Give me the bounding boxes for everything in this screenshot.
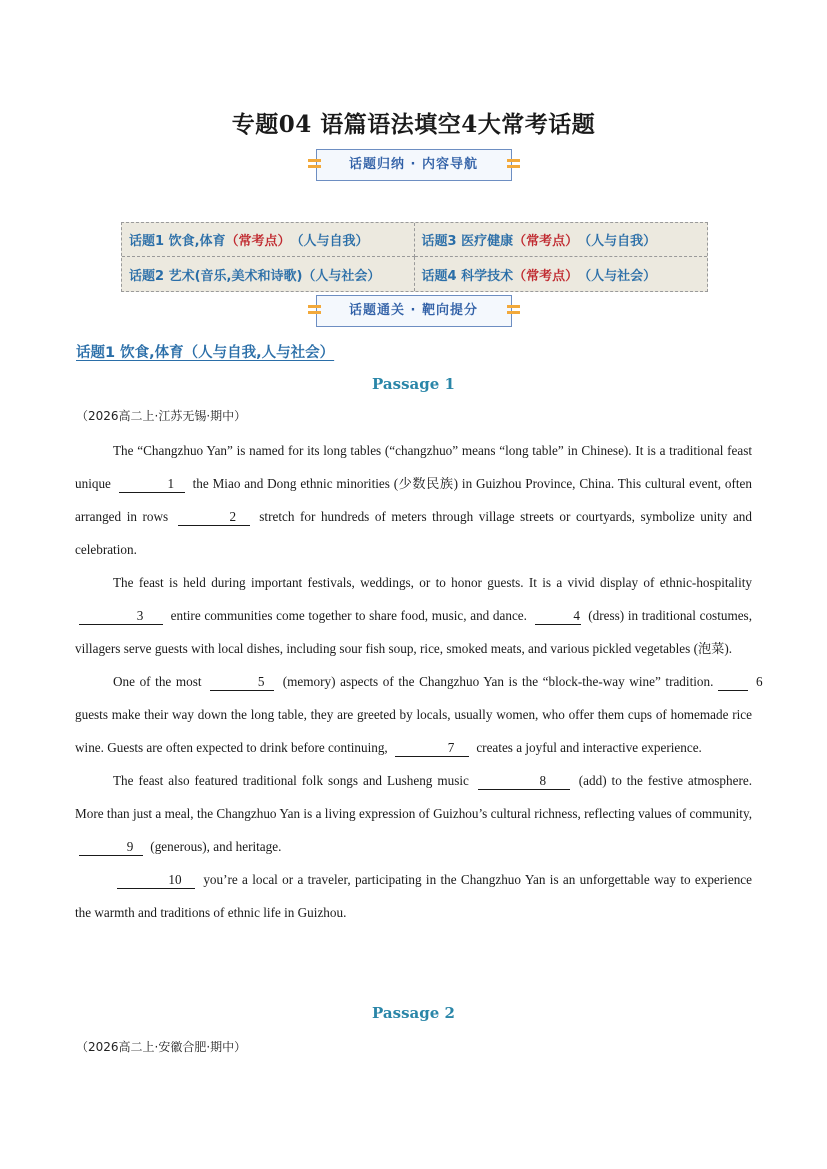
topic-theme: （人与社会） [578,268,657,284]
topic-navigation-table [121,222,708,292]
paragraph-text: creates a joyful and interactive experience. [473,740,702,755]
blank-2[interactable]: 2 [178,509,250,526]
passage1-title: Passage 1 [372,375,455,393]
passage-paragraph [75,863,752,929]
topic-cell-1[interactable] [122,223,415,257]
paragraph-text: (add) to the festive atmosphere. More than just a meal, the Changzhuo Yan is a living expression of Guizhou’s cultural richness, reflecting values of community, [75,773,753,821]
paragraph-text: guests make their way down the long table, they are greeted by locals, usually women, who offer them cups of homemade rice wine. Guests are often expected to drink before continuing, [75,707,752,755]
section-banner-practice [316,295,512,327]
passage1-source: （2026高二上·江苏无锡·期中） [76,409,247,423]
blank-7[interactable]: 7 [395,740,469,757]
topic-cell-4[interactable] [415,257,708,291]
topic-frequency-tag: （常考点） [513,268,579,284]
topic-name: 话题2 艺术(音乐,美术和诗歌) [129,268,303,284]
paragraph-text: stretch for hundreds of meters through village streets or courtyards, symbolize unity and celebration. [75,509,752,557]
passage2-title: Passage 2 [372,1004,455,1022]
blank-4[interactable]: 4 [535,608,581,625]
blank-6[interactable]: 6 [718,674,748,691]
passage-paragraph [75,434,752,566]
passage-paragraph [75,665,763,764]
passage-paragraph [75,764,752,863]
paragraph-text: The feast is held during important festivals, weddings, or to honor guests. It is a vivid display of ethnic-hospitality [113,575,752,590]
blank-5[interactable]: 5 [210,674,274,691]
page-title: 专题04 语篇语法填空4大常考话题 [231,111,596,138]
passage-paragraph [75,566,752,665]
paragraph-text: you’re a local or a traveler, participating in the Changzhuo Yan is an unforgettable way to experience the warmth and traditions of ethnic life in Guizhou. [75,872,752,920]
banner-right-bars-icon [507,159,520,162]
topic-name: 话题4 科学技术 [421,268,514,284]
topic-name: 话题1 饮食,体育 [129,234,226,249]
topic-name: 话题3 医疗健康 [421,234,514,249]
topic-cell-2[interactable] [122,257,415,291]
banner-left-bars-icon [308,159,321,162]
paragraph-text: The feast also featured traditional folk songs and Lusheng music [113,773,474,788]
passage2-source: （2026高二上·安徽合肥·期中） [76,1040,247,1054]
banner-right-bars-icon [507,305,520,308]
paragraph-text: (generous), and heritage. [147,839,282,854]
topic-theme: （人与社会） [302,268,381,284]
banner-label: 话题通关 · 靶向提分 [349,303,478,318]
banner-label: 话题归纳 · 内容导航 [349,157,478,172]
paragraph-text: (memory) aspects of the Changzhuo Yan is the “block-the-way wine” tradition. [278,674,718,689]
topic1-heading-link[interactable]: 话题1 饮食,体育（人与自我,人与社会） [76,345,335,361]
topic-frequency-tag: （常考点） [225,234,291,249]
section-banner-topic-summary [316,149,512,181]
blank-10[interactable]: 10 [117,872,195,889]
banner-left-bars-icon [308,305,321,308]
topic-theme: （人与自我） [290,234,369,249]
blank-1[interactable]: 1 [119,476,185,493]
topic-theme: （人与自我） [578,234,657,249]
blank-8[interactable]: 8 [478,773,570,790]
paragraph-text: the Miao and Dong ethnic minorities (少数民族) in Guizhou Province, China. This cultural event, often arranged in rows [75,476,752,524]
topic-cell-3[interactable] [415,223,708,257]
passage1-body [75,434,763,929]
paragraph-text: The “Changzhuo Yan” is named for its long tables (“changzhuo” means “long table” in Chinese). It is a traditional feast unique [75,443,752,491]
paragraph-text: (dress) in traditional costumes, villagers serve guests with local dishes, including sour fish soup, rice, smoked meats, and various pickled vegetables (泡菜). [75,608,752,656]
topic-frequency-tag: （常考点） [513,234,579,249]
paragraph-text: One of the most [113,674,207,689]
paragraph-text: entire communities come together to share food, music, and dance. [167,608,531,623]
blank-9[interactable]: 9 [79,839,143,856]
blank-3[interactable]: 3 [79,608,163,625]
